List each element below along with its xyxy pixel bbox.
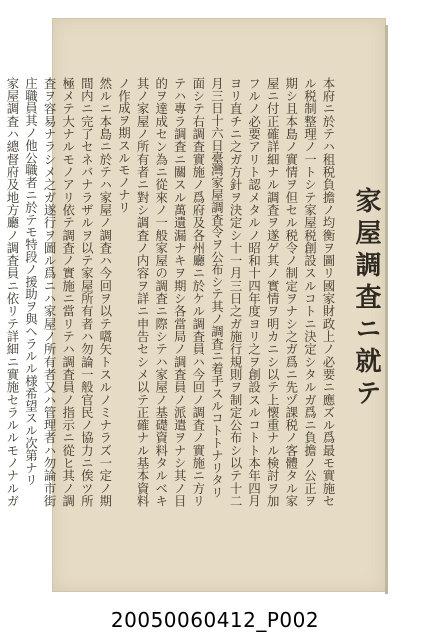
paragraph: 面シテ右調査實施ノ爲府及各州廳ニ於ケル調査員ハ今回ノ調査ノ實施ニ方リテハ專ラ調査ニ關スル萬遺漏ナキヲ期シ各當局ノ調査員ノ派遣ヲナシ其ノ目的ヲ達成セン為ニ從來ノ一般家屋の調査ニ際シテハ家屋ノ基礎資料タルベキ其ノ家屋ノ所有者ニ對シ調査ノ内容ヲ詳ニ申告セシメ以テ正確ナル基本資料ノ作成ヲ期スルモノナリ: [116, 77, 206, 507]
image-caption: 20050060412_P002: [110, 608, 320, 632]
document-body: [4, 77, 337, 507]
paragraph: 家屋調査ハ總督府及地方廳ノ調査員ニ依リテ詳細ニ實施セラルルモノナルガ: [4, 77, 20, 507]
document-title: 家屋調査ニ就テ: [351, 187, 381, 411]
paragraph: 本府ニ於テハ租税負擔ノ均衡ヲ圖リ國家財政上ノ必要ニ應ズル爲最モ實施セル税制整理ノ一トシテ家屋税創設スルコトニ決定シタルガ爲ニ負擔ノ公正ヲ期シ且本島ノ實情ヲ但セル税令ノ制定ヲナシ之ガ爲ニ先ヅ課税ノ客體タル家屋ニ付正確詳細ナル調査ヲ遂ゲ其ノ實情ヲ明カニシ以テ上懐重ナル検討ヲ加フルノ必要アリト認メタルノ昭和十四年度ヨリ之ヲ創設スルコトト本年四月ヨリ直チニ之ガ方針ヲ決定シ十一月三日之ガ施行規則ヲ制定公布シ以テ十二月三日十六日臺灣家屋調査令ヲ公布シテ其ノ調査ニ着手スルコトトナリタリ: [209, 77, 336, 507]
document-page: [4, 18, 386, 592]
paragraph: 然ルニ本島ニ於テハ家屋ノ調査ハ今回ヲ以テ嚆矢トスルノミナラズ一定ノ期間内ニ完了セネバナラザルヲ以テ家屋所有者ハ勿論一般官民ノ協力ニ俟ツ所極メテ大ナルモノアリ依テ調査ノ實施ニ當リテハ調査員ノ指示ニ從ヒ其ノ調査ヲ容易ナラシメ之ガ遂行ヲ圖ル爲ニハ家屋ノ所有者又ハ管理者ハ勿論市街庄職員其ノ他公職者ニ於テモ特段ノ援助ヲ與ヘラルル様希望スル次第ナリ: [23, 77, 113, 507]
